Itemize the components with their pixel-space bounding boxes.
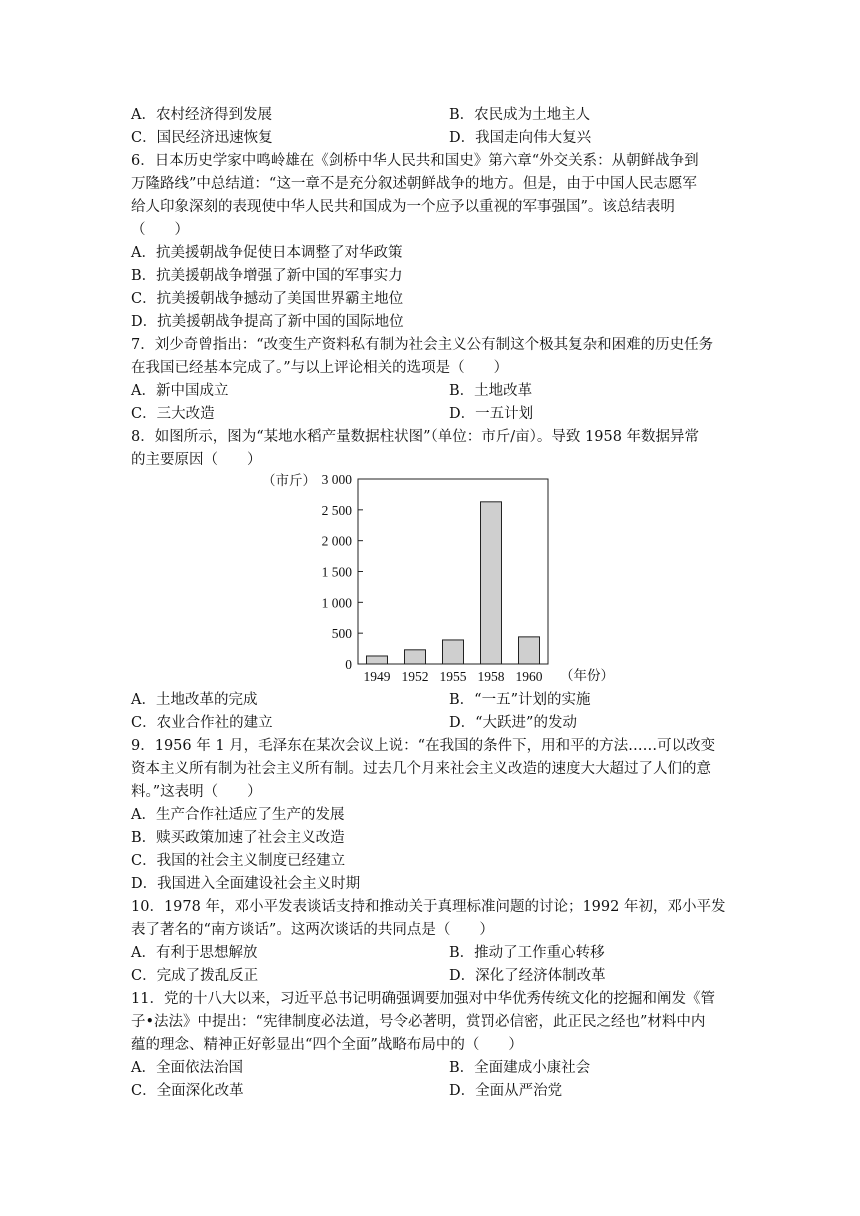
q6-option-b: B．抗美援朝战争增强了新中国的军事实力	[131, 268, 403, 284]
q8-option-d: D．“大跃进”的发动	[449, 715, 577, 731]
x-tick-label: 1958	[477, 669, 505, 684]
q6-stem-line: 给人印象深刻的表现使中华人民共和国成为一个应予以重视的军事强国”。该总结表明	[131, 199, 675, 215]
q8-option-b: B．“一五”计划的实施	[449, 692, 591, 708]
q11-option-c: C．全面深化改革	[131, 1083, 244, 1099]
q10-stem-line: 10．1978 年，邓小平发表谈话支持和推动关于真理标准问题的讨论；1992 年初，邓小平发	[131, 899, 726, 915]
y-tick-label: 2 000	[321, 533, 352, 549]
x-axis-unit-label: （年份）	[560, 668, 614, 683]
q11-stem-line: 11．党的十八大以来，习近平总书记明确强调要加强对中华优秀传统文化的挖掘和阐发《管	[131, 991, 715, 1007]
q6-option-d: D．抗美援朝战争提高了新中国的国际地位	[131, 314, 404, 330]
q6-stem-line: 6．日本历史学家中鸣岭雄在《剑桥中华人民共和国史》第六章“外交关系：从朝鲜战争到	[131, 153, 699, 169]
q10-option-d: D．深化了经济体制改革	[449, 968, 606, 984]
q7-option-d: D．一五计划	[449, 406, 534, 422]
y-tick-label: 3 000	[321, 472, 352, 487]
q8-stem-line: 的主要原因（ ）	[131, 452, 262, 468]
y-tick-label: 500	[331, 626, 352, 642]
q7-option-c: C．三大改造	[131, 406, 215, 422]
x-tick-label: 1949	[363, 669, 391, 684]
q5-option-d: D．我国走向伟大复兴	[449, 130, 592, 146]
q8-option-c: C．农业合作社的建立	[131, 715, 273, 731]
q10-stem-line: 表了著名的“南方谈话”。这两次谈话的共同点是（ ）	[131, 922, 494, 938]
bar-1955	[443, 640, 464, 664]
q9-option-b: B．赎买政策加速了社会主义改造	[131, 830, 345, 846]
q11-stem-line: 蕴的理念、精神正好彰显出“四个全面”战略布局中的（ ）	[131, 1037, 523, 1053]
q5-option-a: A．农村经济得到发展	[131, 107, 272, 123]
q9-stem-line: 9．1956 年 1 月，毛泽东在某次会议上说：“在我国的条件下，用和平的方法……可以改变	[131, 738, 716, 754]
q8-stem-line: 8．如图所示，图为“某地水稻产量数据柱状图”（单位：市斤/亩）。导致 1958 年数据异常	[131, 429, 700, 445]
q6-option-c: C．抗美援朝战争撼动了美国世界霸主地位	[131, 291, 404, 307]
q9-stem-line: 料。”这表明（ ）	[131, 784, 262, 800]
q9-option-d: D．我国进入全面建设社会主义时期	[131, 876, 361, 892]
q10-option-c: C．完成了拨乱反正	[131, 968, 259, 984]
q9-option-a: A．生产合作社适应了生产的发展	[131, 807, 345, 823]
q7-stem-line: 7．刘少奇曾指出：“改变生产资料私有制为社会主义公有制这个极其复杂和困难的历史任务	[131, 337, 714, 353]
q10-option-a: A．有利于思想解放	[131, 945, 258, 961]
rice-yield-bar-chart	[258, 468, 618, 690]
q10-option-b: B．推动了工作重心转移	[449, 945, 605, 961]
bar-1949	[367, 656, 388, 664]
q7-stem-line: 在我国已经基本完成了。”与以上评论相关的选项是（ ）	[131, 360, 509, 376]
bar-1958	[481, 502, 502, 664]
q11-option-d: D．全面从严治党	[449, 1083, 563, 1099]
y-tick-label: 1 500	[321, 564, 352, 580]
q5-option-c: C．国民经济迅速恢复	[131, 130, 273, 146]
q6-stem-line: （ ）	[131, 222, 189, 238]
x-tick-label: 1955	[439, 669, 467, 684]
plot-frame	[358, 479, 548, 664]
q5-option-b: B．农民成为土地主人	[449, 107, 591, 123]
q6-stem-line: 万隆路线”中总结道：“这一章不是充分叙述朝鲜战争的地方。但是，由于中国人民志愿军	[131, 176, 697, 192]
bar-1952	[405, 650, 426, 664]
q11-stem-line: 子•法法》中提出：“宪律制度必法道，号令必著明，赏罚必信密，此正民之经也”材料中内	[131, 1014, 706, 1030]
q11-option-b: B．全面建成小康社会	[449, 1060, 591, 1076]
q8-option-a: A．土地改革的完成	[131, 692, 258, 708]
q7-option-a: A．新中国成立	[131, 383, 229, 399]
q9-option-c: C．我国的社会主义制度已经建立	[131, 853, 346, 869]
q6-option-a: A．抗美援朝战争促使日本调整了对华政策	[131, 245, 403, 261]
x-tick-label: 1952	[401, 669, 429, 684]
q9-stem-line: 资本主义所有制为社会主义所有制。过去几个月来社会主义改造的速度大大超过了人们的意	[131, 761, 711, 777]
y-tick-label: 0	[345, 657, 352, 672]
y-tick-label: 2 500	[321, 502, 352, 518]
x-tick-label: 1960	[515, 669, 543, 684]
bar-1960	[519, 637, 540, 664]
y-axis-unit-label: （市斤）	[262, 473, 316, 488]
q11-option-a: A．全面依法治国	[131, 1060, 243, 1076]
y-tick-label: 1 000	[321, 595, 352, 611]
q7-option-b: B．土地改革	[449, 383, 533, 399]
